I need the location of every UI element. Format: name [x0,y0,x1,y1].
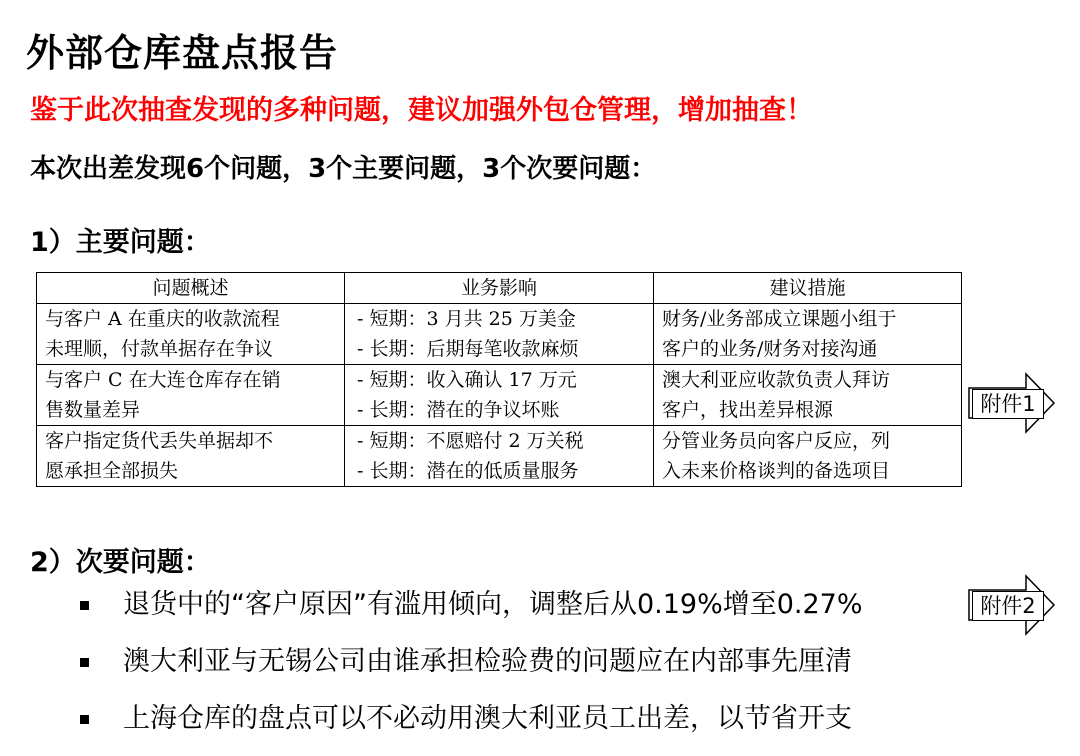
issue-summary: 本次出差发现6个问题，3个主要问题，3个次要问题： [30,154,657,184]
table-row [37,426,962,487]
page-title: 外部仓库盘点报告 [26,31,339,75]
table-row [37,365,962,426]
list-item-text: 退货中的“客户原因”有滥用倾向，调整后从0.19%增至0.27% [123,589,863,620]
attachment-2-label: 附件2 [972,591,1044,621]
cell-line: - 短期：不愿赔付 2 万关税 [357,430,584,452]
column-header-impact: 业务影响 [345,273,654,304]
action-cell [654,365,962,426]
impact-cell [345,426,654,487]
issue-cell [37,365,345,426]
major-issues-heading: 1）主要问题： [30,227,211,258]
cell-line: 客户指定货代丢失单据却不 [45,430,274,452]
issue-cell [37,304,345,365]
issue-cell [37,426,345,487]
cell-line: - 短期：3 月共 25 万美金 [357,308,576,330]
list-item [80,583,863,640]
minor-issues-list [80,583,863,754]
list-item [80,697,863,754]
cell-line: 愿承担全部损失 [45,460,179,482]
cell-line: 财务/业务部成立课题小组于 [662,308,897,330]
column-header-action: 建议措施 [654,273,962,304]
cell-line: 与客户 C 在大连仓库存在销 [45,369,281,391]
action-cell [654,304,962,365]
bullet-icon [80,601,89,610]
list-item [80,640,863,697]
bullet-icon [80,715,89,724]
cell-line: 入未来价格谈判的备选项目 [662,460,891,482]
minor-issues-heading: 2）次要问题： [30,547,211,578]
cell-line: 客户，找出差异根源 [662,399,834,421]
action-cell [654,426,962,487]
cell-line: - 长期：潜在的低质量服务 [357,460,579,482]
column-header-issue: 问题概述 [37,273,345,304]
bullet-icon [80,658,89,667]
cell-line: 售数量差异 [45,399,141,421]
cell-line: 未理顺，付款单据存在争议 [45,338,274,360]
table-row [37,304,962,365]
attachment-2-link[interactable] [968,574,1056,636]
alert-recommendation: 鉴于此次抽查发现的多种问题，建议加强外包仓管理，增加抽查！ [30,95,813,126]
cell-line: - 短期：收入确认 17 万元 [357,369,577,391]
cell-line: - 长期：后期每笔收款麻烦 [357,338,579,360]
impact-cell [345,365,654,426]
cell-line: 客户的业务/财务对接沟通 [662,338,878,360]
major-issues-table [36,272,962,487]
list-item-text: 澳大利亚与无锡公司由谁承担检验费的问题应在内部事先厘清 [123,646,852,677]
cell-line: 澳大利亚应收款负责人拜访 [662,369,891,391]
cell-line: - 长期：潜在的争议坏账 [357,399,560,421]
table-header-row [37,273,962,304]
list-item-text: 上海仓库的盘点可以不必动用澳大利亚员工出差，以节省开支 [123,703,852,734]
attachment-1-label: 附件1 [972,389,1044,419]
cell-line: 分管业务员向客户反应，列 [662,430,891,452]
impact-cell [345,304,654,365]
cell-line: 与客户 A 在重庆的收款流程 [45,308,280,330]
attachment-1-link[interactable] [968,372,1056,434]
